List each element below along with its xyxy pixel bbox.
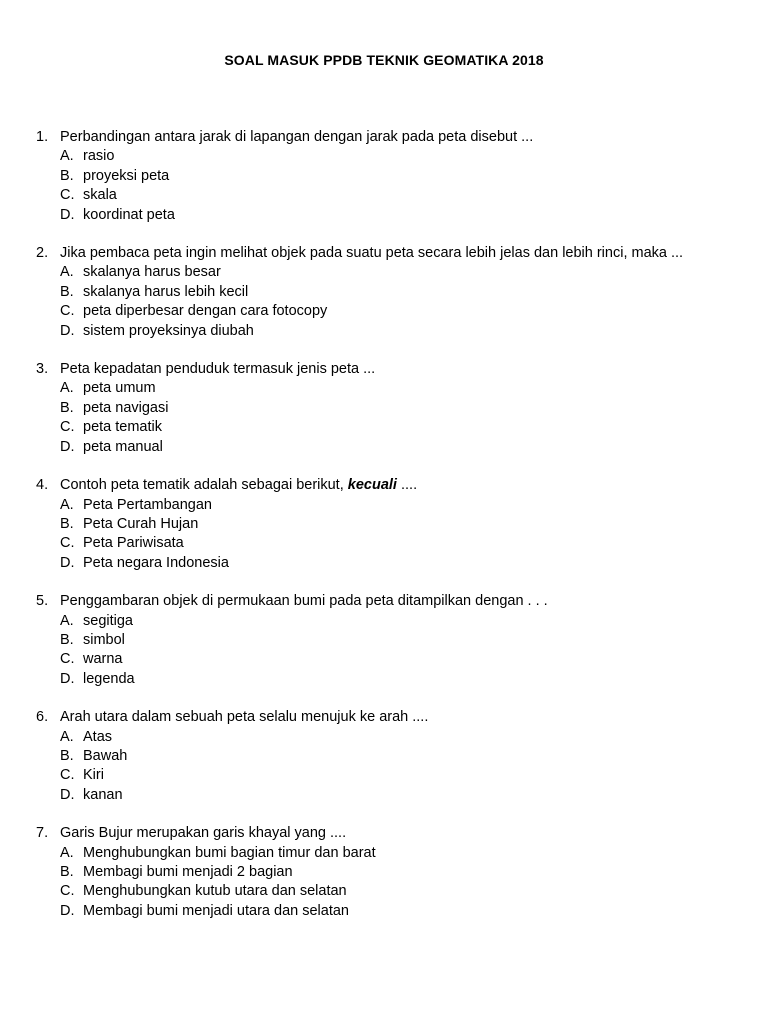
option-letter: C. <box>60 419 75 436</box>
option-text: Bawah <box>83 747 128 764</box>
option-text: peta umum <box>83 380 156 397</box>
option-list <box>36 496 756 574</box>
option-letter: B. <box>60 747 74 764</box>
option-letter: B. <box>60 283 74 300</box>
option-text: Peta Pertambangan <box>83 496 212 513</box>
option-letter: D. <box>60 670 75 687</box>
option-letter: D. <box>60 206 75 223</box>
question-text: Arah utara dalam sebuah peta selalu menujuk ke arah .... <box>60 709 429 726</box>
option-text: segitiga <box>83 612 133 629</box>
option-letter: D. <box>60 438 75 455</box>
option-text: sistem proyeksinya diubah <box>83 322 254 339</box>
option-letter: D. <box>60 786 75 803</box>
question-line <box>36 360 756 379</box>
option-letter: B. <box>60 515 74 532</box>
option-letter: A. <box>60 612 74 629</box>
option-item <box>60 863 756 882</box>
option-text: Membagi bumi menjadi 2 bagian <box>83 864 293 880</box>
option-item <box>60 496 756 515</box>
option-text: peta diperbesar dengan cara fotocopy <box>83 303 328 320</box>
option-letter: B. <box>60 167 74 184</box>
option-text: Peta negara Indonesia <box>83 554 229 571</box>
question-line <box>36 592 756 611</box>
option-item <box>60 263 756 282</box>
option-text: Peta Curah Hujan <box>83 515 199 532</box>
option-item <box>60 534 756 553</box>
question-text: Peta kepadatan penduduk termasuk jenis peta ... <box>60 361 376 378</box>
option-text: simbol <box>83 631 125 648</box>
option-letter: A. <box>60 728 74 745</box>
question-line <box>36 128 756 147</box>
question-text: Penggambaran objek di permukaan bumi pada peta ditampilkan dengan . . . <box>60 593 548 610</box>
question-item <box>36 592 756 689</box>
option-item <box>60 186 756 205</box>
option-item <box>60 283 756 302</box>
option-letter: A. <box>60 380 74 397</box>
option-text: Menghubungkan bumi bagian timur dan barat <box>83 844 376 861</box>
question-line <box>36 476 756 495</box>
option-text: Membagi bumi menjadi utara dan selatan <box>83 902 349 919</box>
option-list <box>36 147 756 225</box>
question-emphasis: kecuali <box>347 477 397 494</box>
option-item <box>60 302 756 321</box>
option-item <box>60 786 756 805</box>
option-text: warna <box>83 651 123 668</box>
option-list <box>36 263 756 341</box>
option-list <box>36 844 756 922</box>
option-item <box>60 882 756 901</box>
option-item <box>60 399 756 418</box>
question-item <box>36 128 756 225</box>
option-text: skalanya harus besar <box>83 264 221 281</box>
question-number: 4. <box>36 477 49 494</box>
option-item <box>60 650 756 669</box>
question-list <box>36 128 756 940</box>
option-item <box>60 515 756 534</box>
question-number: 5. <box>36 593 49 610</box>
option-item <box>60 167 756 186</box>
option-letter: C. <box>60 187 75 204</box>
option-text: peta navigasi <box>83 399 169 416</box>
option-text: peta manual <box>83 438 163 455</box>
option-letter: A. <box>60 844 74 861</box>
option-list <box>36 612 756 690</box>
option-letter: B. <box>60 631 74 648</box>
question-item <box>36 824 756 921</box>
option-list <box>36 379 756 457</box>
option-text: peta tematik <box>83 419 162 436</box>
option-letter: A. <box>60 496 74 513</box>
option-letter: C. <box>60 883 75 900</box>
question-line <box>36 824 756 843</box>
question-text: Jika pembaca peta ingin melihat objek pada suatu peta secara lebih jelas dan lebih rinci, maka ... <box>60 245 684 262</box>
option-text: Atas <box>83 728 113 745</box>
option-item <box>60 418 756 437</box>
option-list <box>36 728 756 806</box>
question-text <box>60 476 417 495</box>
option-text: rasio <box>83 148 115 165</box>
option-text: Kiri <box>83 767 104 784</box>
question-item <box>36 360 756 457</box>
option-item <box>60 902 756 921</box>
question-text-main: Contoh peta tematik adalah sebagai berikut, <box>60 477 348 494</box>
document-title: SOAL MASUK PPDB TEKNIK GEOMATIKA 2018 <box>224 52 544 68</box>
question-item <box>36 476 756 573</box>
option-letter: C. <box>60 303 75 320</box>
option-letter: A. <box>60 264 74 281</box>
option-letter: D. <box>60 322 75 339</box>
option-letter: A. <box>60 148 74 165</box>
option-item <box>60 631 756 650</box>
option-text: Peta Pariwisata <box>83 535 184 552</box>
option-item <box>60 206 756 225</box>
option-item <box>60 322 756 341</box>
option-text: skalanya harus lebih kecil <box>83 283 249 300</box>
option-item <box>60 747 756 766</box>
question-text: Garis Bujur merupakan garis khayal yang .... <box>60 825 347 842</box>
question-number: 1. <box>36 129 49 145</box>
question-item <box>36 708 756 805</box>
option-item <box>60 612 756 631</box>
option-text: legenda <box>83 670 135 687</box>
option-letter: C. <box>60 767 75 784</box>
question-line <box>36 708 756 727</box>
question-text: Perbandingan antara jarak di lapangan dengan jarak pada peta disebut ... <box>60 129 534 145</box>
option-item <box>60 554 756 573</box>
option-letter: D. <box>60 554 75 571</box>
question-number: 3. <box>36 361 49 378</box>
question-text-suffix: .... <box>396 477 418 494</box>
option-text: koordinat peta <box>83 206 175 223</box>
option-item <box>60 670 756 689</box>
option-letter: C. <box>60 651 75 668</box>
option-letter: B. <box>60 399 74 416</box>
question-line <box>36 244 756 263</box>
option-item <box>60 844 756 863</box>
option-item <box>60 379 756 398</box>
option-letter: D. <box>60 902 75 919</box>
option-text: kanan <box>83 786 123 803</box>
option-text: proyeksi peta <box>83 167 170 184</box>
option-item <box>60 766 756 785</box>
option-letter: C. <box>60 535 75 552</box>
question-item <box>36 244 756 341</box>
question-number: 6. <box>36 709 49 726</box>
question-number: 7. <box>36 825 49 842</box>
option-item <box>60 147 756 166</box>
option-letter: B. <box>60 864 74 880</box>
option-text: Menghubungkan kutub utara dan selatan <box>83 883 347 900</box>
question-number: 2. <box>36 245 49 262</box>
option-item <box>60 438 756 457</box>
option-text: skala <box>83 187 117 204</box>
option-item <box>60 728 756 747</box>
